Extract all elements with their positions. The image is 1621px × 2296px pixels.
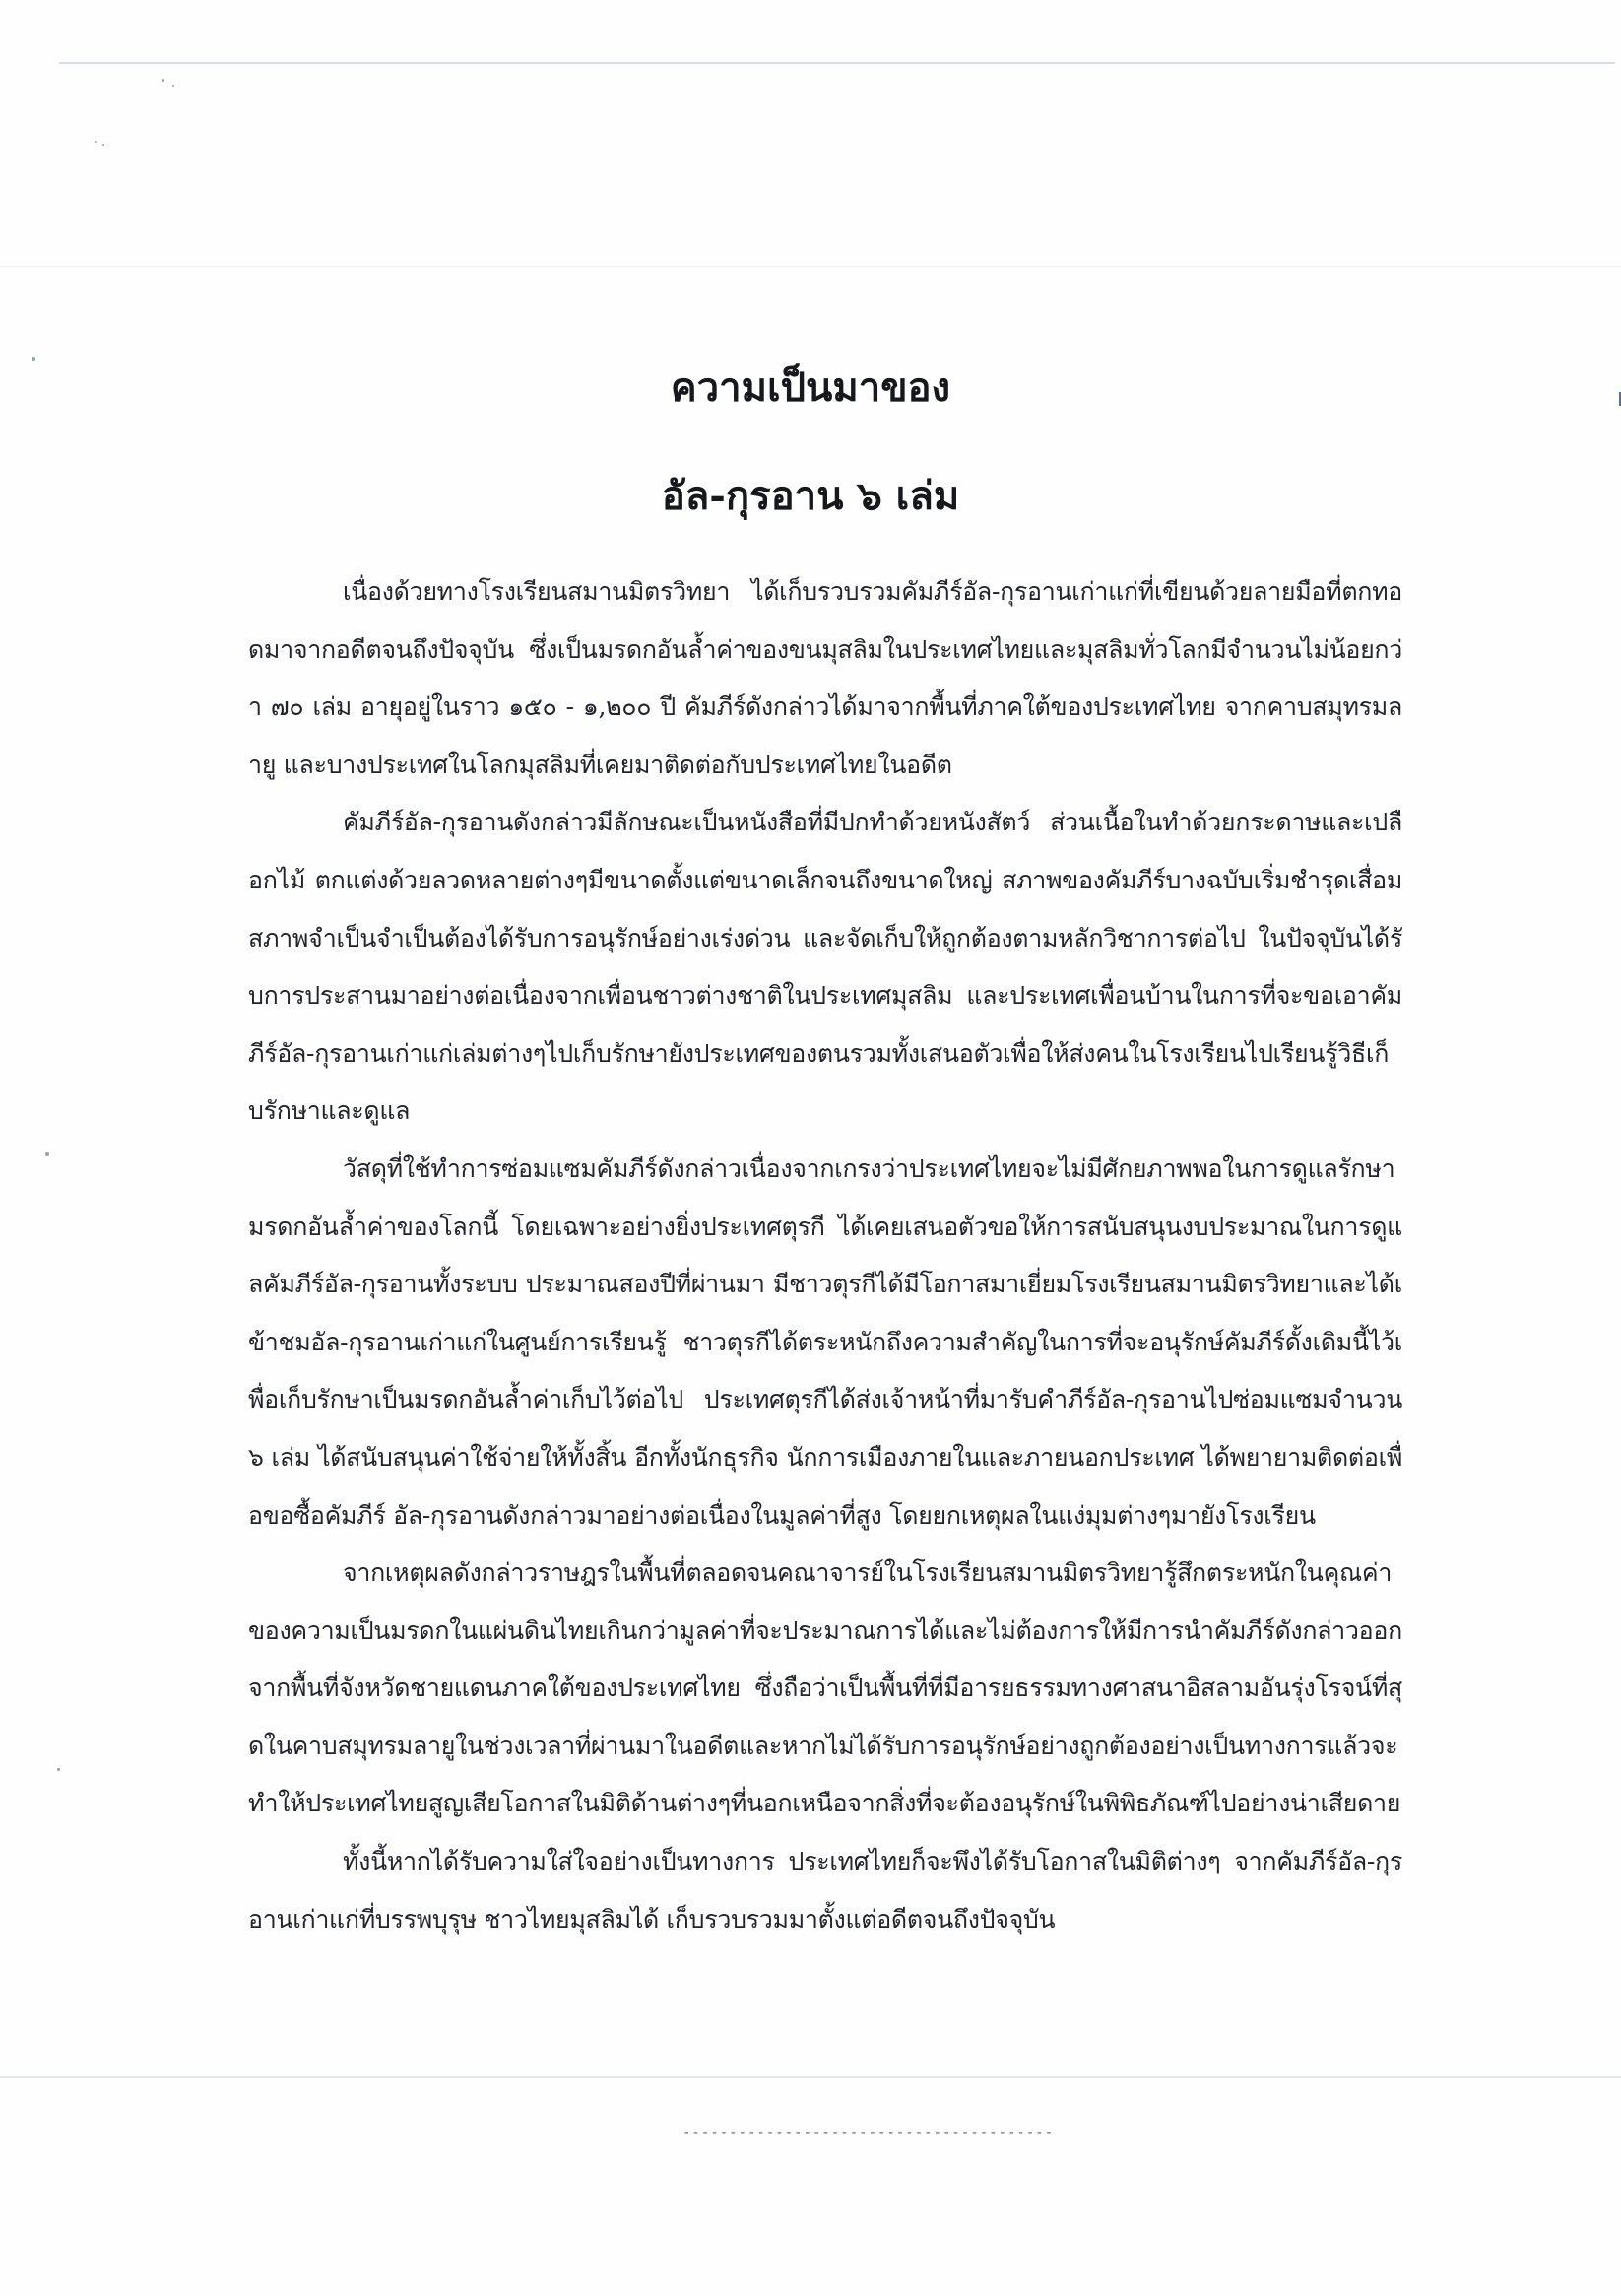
scan-speck <box>45 1152 49 1156</box>
title-line-1: ความเป็นมาของ <box>670 364 951 411</box>
scan-speck <box>172 85 174 87</box>
scan-speck <box>95 141 97 143</box>
scan-edge-line-bottom <box>0 2076 1621 2078</box>
paragraph-5: ทั้งนี้หากได้รับความใส่ใจอย่างเป็นทางการ ประเทศไทยก็จะพึงได้รับโอกาสในมิติต่างๆ จากคัมภีร์อัล-กุรอานเก่าแก่ที่บรรพบุรุษ ชาวไทยมุสลิมได้ เก็บรวบรวมมาตั้งแต่อดีตจนถึงปัจจุบัน <box>248 1847 1402 1934</box>
scan-speck <box>162 79 164 82</box>
scan-speck <box>102 144 104 146</box>
scan-speck <box>57 1768 60 1771</box>
scan-speck <box>32 357 35 361</box>
closing-dashes: ---------------------------------------- <box>682 2126 1055 2141</box>
paragraph-3: วัสดุที่ใช้ทำการซ่อมแซมคัมภีร์ดังกล่าวเนื่องจากเกรงว่าประเทศไทยจะไม่มีศักยภาพพอในการดูแลรักษามรดกอันล้ำค่าของโลกนี้ โดยเฉพาะอย่างยิ่งประเทศตุรกี ได้เคยเสนอตัวขอให้การสนับสนุนงบประมาณในการดูแลคัมภีร์อัล-กุรอานทั้งระบบ ประมาณสองปีที่ผ่านมา มีชาวตุรกีได้มีโอกาสมาเยี่ยมโรงเรียนสมานมิตรวิทยาและได้เข้าชมอัล-กุรอานเก่าแก่ในศูนย์การเรียนรู้ ชาวตุรกีได้ตระหนักถึงความสำคัญในการที่จะอนุรักษ์คัมภีร์ดั้งเดิมนี้ไว้เพื่อเก็บรักษาเป็นมรดกอันล้ำค่าเก็บไว้ต่อไป ประเทศตุรกีได้ส่งเจ้าหน้าที่มารับคำภีร์อัล-กุรอานไปซ่อมแซมจำนวน ๖ เล่ม ได้สนับสนุนค่าใช้จ่ายให้ทั้งสิ้น อีกทั้งนักธุรกิจ นักการเมืองภายในและภายนอกประเทศ ได้พยายามติดต่อเพื่อขอซื้อคัมภีร์ อัล-กุรอานดังกล่าวมาอย่างต่อเนื่องในมูลค่าที่สูง โดยยกเหตุผลในแง่มุมต่างๆมายังโรงเรียน <box>248 1153 1402 1530</box>
paragraph-2: คัมภีร์อัล-กุรอานดังกล่าวมีลักษณะเป็นหนังสือที่มีปกทำด้วยหนังสัตว์ ส่วนเนื้อในทำด้วยกระดาษและเปลือกไม้ ตกแต่งด้วยลวดหลายต่างๆมีขนาดตั้งแต่ขนาดเล็กจนถึงขนาดใหญ่ สภาพของคัมภีร์บางฉบับเริ่มชำรุดเสื่อมสภาพจำเป็นจำเป็นต้องได้รับการอนุรักษ์อย่างเร่งด่วน และจัดเก็บให้ถูกต้องตามหลักวิชาการต่อไป ในปัจจุบันได้รับการประสานมาอย่างต่อเนื่องจากเพื่อนชาวต่างชาติในประเทศมุสลิม และประเทศเพื่อนบ้านในการที่จะขอเอาคัมภีร์อัล-กุรอานเก่าแก่เล่มต่างๆไปเก็บรักษายังประเทศของตนรวมทั้งเสนอตัวเพื่อให้ส่งคนในโรงเรียนไปเรียนรู้วิธีเก็บรักษาและดูแล <box>248 808 1402 1126</box>
paragraph-1: เนื่องด้วยทางโรงเรียนสมานมิตรวิทยา ได้เก็บรวบรวมคัมภีร์อัล-กุรอานเก่าแก่ที่เขียนด้วยลายมือที่ตกทอดมาจากอดีตจนถึงปัจจุบัน ซึ่งเป็นมรดกอันล้ำค่าของขนมุสลิมในประเทศไทยและมุสลิมทั่วโลกมีจำนวนไม่น้อยกว่า ๗๐ เล่ม อายุอยู่ในราว ๑๕๐ - ๑,๒๐๐ ปี คัมภีร์ดังกล่าวได้มาจากพื้นที่ภาคใต้ของประเทศไทย จากคาบสมุทรมลายู และบางประเทศในโลกมุสลิมที่เคยมาติดต่อกับประเทศไทยในอดีต <box>248 577 1402 779</box>
title-line-2: อัล-กุรอาน ๖ เล่ม <box>661 473 960 519</box>
document-body <box>248 563 1402 1948</box>
paragraph-4: จากเหตุผลดังกล่าวราษฎรในพื้นที่ตลอดจนคณาจารย์ในโรงเรียนสมานมิตรวิทยารู้สึกตระหนักในคุณค่าของความเป็นมรดกในแผ่นดินไทยเกินกว่ามูลค่าที่จะประมาณการได้และไม่ต้องการให้มีการนำคัมภีร์ดังกล่าวออกจากพื้นที่จังหวัดชายแดนภาคใต้ของประเทศไทย ซึ่งถือว่าเป็นพื้นที่ที่มีอารยธรรมทางศาสนาอิสลามอันรุ่งโรจน์ที่สุดในคาบสมุทรมลายูในช่วงเวลาที่ผ่านมาในอดีตและหากไม่ได้รับการอนุรักษ์อย่างถูกต้องอย่างเป็นทางการแล้วจะทำให้ประเทศไทยสูญเสียโอกาสในมิติด้านต่างๆที่นอกเหนือจากสิ่งที่จะต้องอนุรักษ์ในพิพิธภัณฑ์ไปอย่างน่าเสียดาย <box>248 1558 1402 1818</box>
scan-edge-line-top <box>59 62 1615 64</box>
document-title <box>0 364 1621 520</box>
scan-edge-line-upper <box>0 266 1621 267</box>
